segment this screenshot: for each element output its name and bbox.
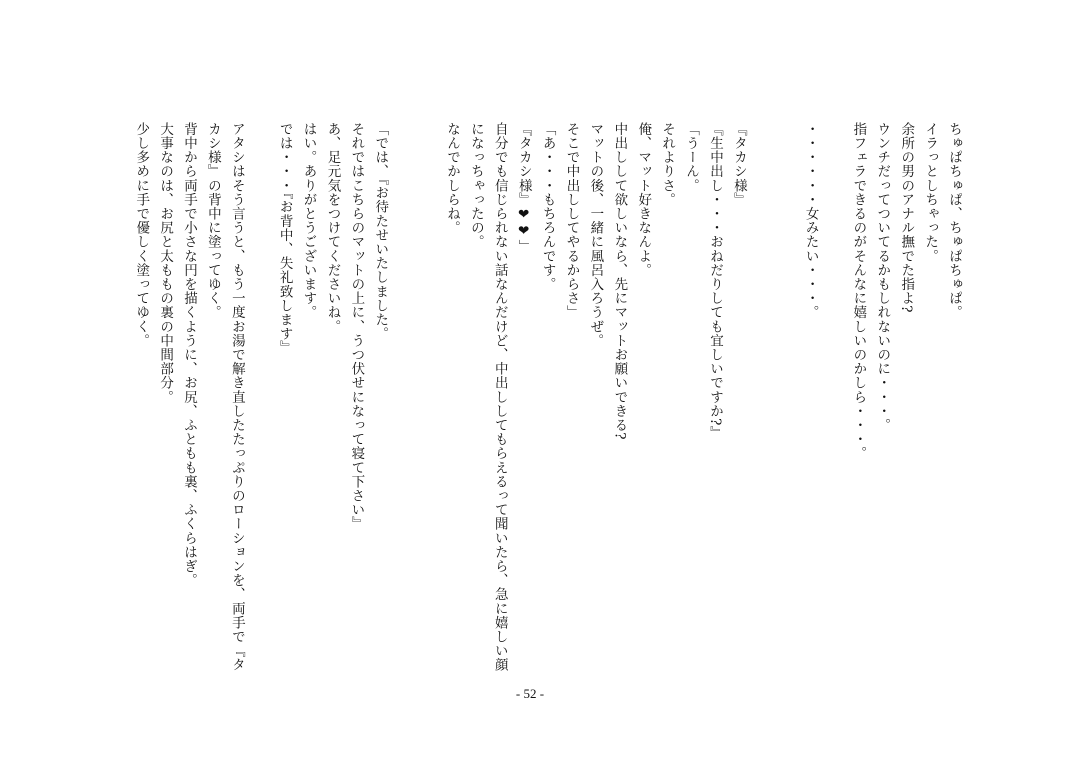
text-line: 「うーん。 (683, 122, 700, 193)
text-line: なんでかしらね。 (443, 122, 460, 235)
text-line (822, 122, 846, 662)
vertical-text-body (105, 122, 965, 672)
text-line: あ、足元気をつけてくださいね。 (324, 122, 341, 334)
text-line: 自分でも信じられない話なんだけど、中出ししてもらえるって聞いたら、急に嬉しい顔 (491, 122, 508, 672)
text-line: 『タカシ様』 (730, 122, 747, 207)
text-line: になっちゃったの。 (467, 122, 484, 249)
text-line: 大事なのは、お尻と太ももの裏の中間部分。 (157, 122, 174, 404)
text-line: 「あ・・・もちろんです。 (539, 122, 556, 292)
text-line: アタシはそう言うと、もう一度お湯で解き直したたっぷりのローションを、両手で『タ (228, 122, 245, 672)
text-line: 背中から両手で小さな円を描くように、お尻、ふともも裏、ふくらはぎ。 (181, 122, 197, 588)
text-line (391, 122, 415, 662)
text-line (248, 122, 272, 662)
text-line: カシ様』の背中に塗ってゆく。 (204, 122, 221, 320)
text-line: はい。ありがとうございます。 (300, 122, 317, 320)
text-line: それではこちらのマットの上に、うつ伏せになって寝て下さい』 (348, 122, 365, 531)
text-line: 俺、マット好きなんよ。 (635, 122, 652, 278)
text-line (774, 122, 798, 662)
text-line: 『生中出し・・・おねだりしても宜しいですか?』 (706, 122, 723, 441)
text-line: 「では、『お待たせいたしました。 (372, 122, 389, 341)
text-line: そこで中出ししてやるからさ」 (563, 122, 580, 320)
text-line: では・・・『お背中、失礼致します』 (276, 122, 293, 355)
text-line: 『タカシ様』❤❤」 (515, 122, 532, 254)
text-line: 中出しして欲しいなら、先にマットお願いできる? (611, 122, 628, 441)
page-number: - 52 - (515, 686, 545, 701)
text-line: ・・・・・・女みたい・・・。 (802, 122, 819, 320)
text-line: 少し多めに手で優しく塗ってゆく。 (133, 122, 150, 348)
text-line: イラっとしちゃった。 (922, 122, 939, 263)
text-line (750, 122, 774, 662)
text-line: マットの後、一緒に風呂入ろうぜ。 (587, 122, 604, 348)
text-line: それよりさ。 (659, 122, 676, 207)
text-line (415, 122, 439, 662)
text-line: ウンチだってついてるかもしれないのに・・・。 (874, 122, 891, 433)
text-line: 余所の男のアナル撫でた指よ? (898, 122, 915, 314)
text-line: ちゅぱちゅぱ、ちゅぱちゅぱ。 (946, 122, 962, 320)
text-line: 指フェラできるのがそんなに嬉しいのかしら・・・。 (850, 122, 867, 461)
